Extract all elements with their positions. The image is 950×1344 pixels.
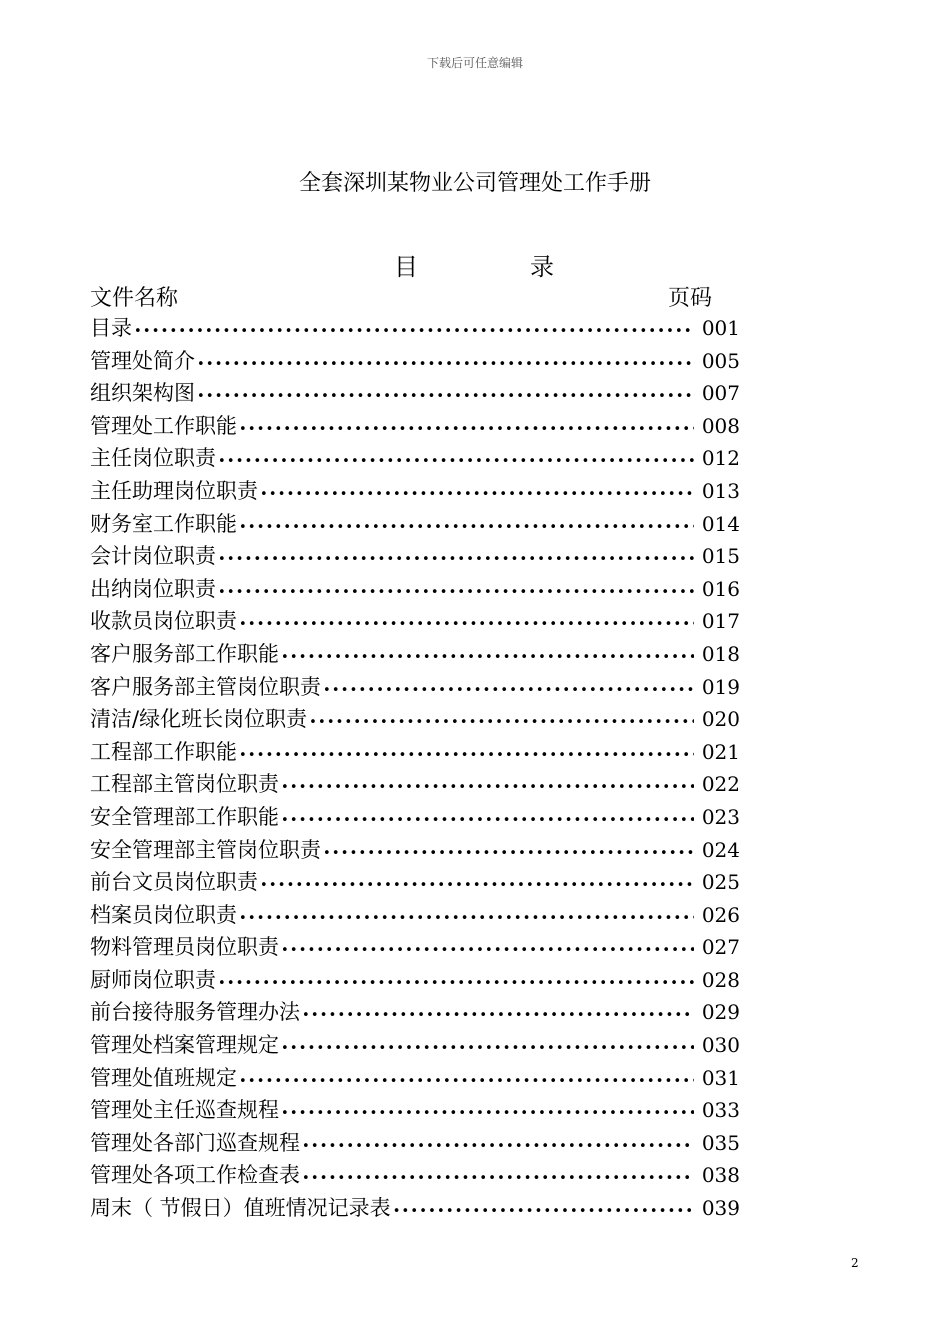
toc-entry[interactable]	[90, 605, 740, 638]
toc-entry[interactable]	[90, 508, 740, 541]
toc-entry-page: 027	[701, 935, 740, 960]
toc-entry[interactable]	[90, 377, 740, 410]
toc-entry-name: 目录	[90, 316, 132, 340]
toc-entry[interactable]	[90, 964, 740, 997]
dot-leader	[239, 414, 694, 443]
toc-entry-name: 客户服务部工作职能	[90, 641, 279, 666]
toc-entry[interactable]	[90, 899, 740, 932]
dot-leader	[281, 935, 694, 964]
dot-leader	[218, 544, 694, 573]
toc-entry[interactable]	[90, 1029, 740, 1062]
toc-entry-page: 028	[701, 967, 740, 992]
toc-entry[interactable]	[90, 1159, 740, 1192]
toc-entry-name: 工程部主管岗位职责	[90, 772, 279, 797]
toc-entry-name: 客户服务部主管岗位职责	[90, 674, 321, 699]
toc-entry[interactable]	[90, 475, 740, 508]
toc-list	[90, 312, 740, 1225]
toc-entry[interactable]	[90, 736, 740, 769]
toc-entry[interactable]	[90, 312, 740, 345]
toc-heading-char-1: 目	[394, 253, 418, 281]
toc-entry-name: 前台文员岗位职责	[90, 870, 258, 895]
toc-entry[interactable]	[90, 671, 740, 704]
toc-entry-page: 039	[701, 1196, 740, 1221]
toc-entry-name: 主任岗位职责	[90, 446, 216, 471]
toc-entry-name: 前台接待服务管理办法	[90, 1000, 300, 1025]
toc-entry-name: 会计岗位职责	[90, 544, 216, 569]
dot-leader	[239, 903, 694, 932]
toc-entry-name: 工程部工作职能	[90, 739, 237, 764]
toc-entry-page: 016	[701, 576, 740, 601]
column-header-page: 页码	[668, 286, 713, 311]
toc-entry-page: 001	[701, 316, 740, 340]
toc-entry[interactable]	[90, 1127, 740, 1160]
toc-entry-page: 021	[701, 739, 740, 764]
dot-leader	[281, 1098, 694, 1127]
toc-entry-name: 管理处简介	[90, 348, 195, 373]
toc-entry-name: 主任助理岗位职责	[90, 478, 258, 503]
dot-leader	[309, 707, 694, 736]
toc-entry-name: 出纳岗位职责	[90, 576, 216, 601]
toc-entry[interactable]	[90, 801, 740, 834]
toc-entry-page: 017	[701, 609, 740, 634]
dot-leader	[260, 479, 694, 508]
toc-heading-char-2: 录	[530, 253, 554, 281]
toc-entry-name: 管理处工作职能	[90, 413, 237, 438]
toc-entry[interactable]	[90, 540, 740, 573]
toc-entry-page: 022	[701, 772, 740, 797]
toc-entry[interactable]	[90, 834, 740, 867]
dot-leader	[281, 772, 694, 801]
dot-leader	[393, 1196, 694, 1225]
document-title: 全套深圳某物业公司管理处工作手册	[298, 171, 651, 196]
dot-leader	[302, 1163, 694, 1192]
toc-entry-name: 管理处主任巡查规程	[90, 1098, 279, 1123]
toc-entry[interactable]	[90, 573, 740, 606]
toc-entry-page: 013	[701, 478, 740, 503]
toc-heading	[394, 247, 554, 282]
toc-entry-name: 周末（ 节假日）值班情况记录表	[90, 1196, 391, 1221]
toc-entry[interactable]	[90, 768, 740, 801]
toc-entry-page: 012	[701, 446, 740, 471]
toc-entry-page: 025	[701, 870, 740, 895]
header-note: 下载后可任意编辑	[426, 56, 523, 70]
dot-leader	[239, 740, 694, 769]
toc-column-headers	[90, 281, 730, 311]
toc-entry-page: 023	[701, 804, 740, 829]
dot-leader	[239, 512, 694, 541]
toc-entry-page: 005	[701, 348, 740, 373]
toc-entry[interactable]	[90, 931, 740, 964]
toc-entry-page: 024	[701, 837, 740, 862]
dot-leader	[281, 805, 694, 834]
toc-entry-name: 清洁/绿化班长岗位职责	[90, 707, 308, 732]
dot-leader	[218, 577, 694, 606]
toc-entry[interactable]	[90, 1094, 740, 1127]
toc-entry[interactable]	[90, 345, 740, 378]
toc-entry-name: 管理处各项工作检查表	[90, 1163, 300, 1188]
toc-entry-name: 财务室工作职能	[90, 511, 237, 536]
dot-leader	[323, 838, 694, 867]
dot-leader	[239, 1066, 694, 1095]
dot-leader	[197, 381, 694, 410]
dot-leader	[218, 446, 694, 475]
dot-leader	[302, 1131, 694, 1160]
toc-entry-name: 组织架构图	[90, 381, 195, 406]
column-header-name: 文件名称	[90, 286, 179, 311]
toc-entry-page: 007	[701, 381, 740, 406]
toc-entry-name: 收款员岗位职责	[90, 609, 237, 634]
dot-leader	[323, 675, 694, 704]
dot-leader	[281, 642, 694, 671]
toc-entry-page: 020	[701, 707, 740, 732]
dot-leader	[281, 1033, 694, 1062]
dot-leader	[260, 870, 694, 899]
toc-entry-name: 安全管理部工作职能	[90, 804, 279, 829]
toc-entry-name: 管理处值班规定	[90, 1065, 237, 1090]
toc-entry-page: 031	[701, 1065, 740, 1090]
toc-entry-page: 033	[701, 1098, 740, 1123]
toc-entry-page: 030	[701, 1033, 740, 1058]
toc-entry-name: 安全管理部主管岗位职责	[90, 837, 321, 862]
toc-entry[interactable]	[90, 866, 740, 899]
toc-entry[interactable]	[90, 638, 740, 671]
dot-leader	[218, 968, 694, 997]
toc-entry-page: 008	[701, 413, 740, 438]
toc-entry-page: 018	[701, 641, 740, 666]
toc-entry-name: 管理处各部门巡查规程	[90, 1130, 300, 1155]
dot-leader	[239, 609, 694, 638]
toc-entry-page: 026	[701, 902, 740, 927]
toc-entry[interactable]	[90, 442, 740, 475]
toc-entry[interactable]	[90, 1192, 740, 1225]
toc-entry-name: 厨师岗位职责	[90, 967, 216, 992]
dot-leader	[134, 316, 694, 345]
toc-entry-page: 019	[701, 674, 740, 699]
toc-entry[interactable]	[90, 410, 740, 443]
toc-entry-page: 014	[701, 511, 740, 536]
page-number: 2	[851, 1256, 859, 1270]
toc-entry-page: 029	[701, 1000, 740, 1025]
dot-leader	[197, 349, 694, 378]
toc-entry[interactable]	[90, 1062, 740, 1095]
toc-entry-page: 015	[701, 544, 740, 569]
toc-entry-name: 管理处档案管理规定	[90, 1033, 279, 1058]
toc-entry-name: 物料管理员岗位职责	[90, 935, 279, 960]
dot-leader	[302, 1000, 694, 1029]
toc-entry[interactable]	[90, 996, 740, 1029]
toc-entry-page: 038	[701, 1163, 740, 1188]
toc-entry-page: 035	[701, 1130, 740, 1155]
toc-entry[interactable]	[90, 703, 740, 736]
toc-entry-name: 档案员岗位职责	[90, 902, 237, 927]
